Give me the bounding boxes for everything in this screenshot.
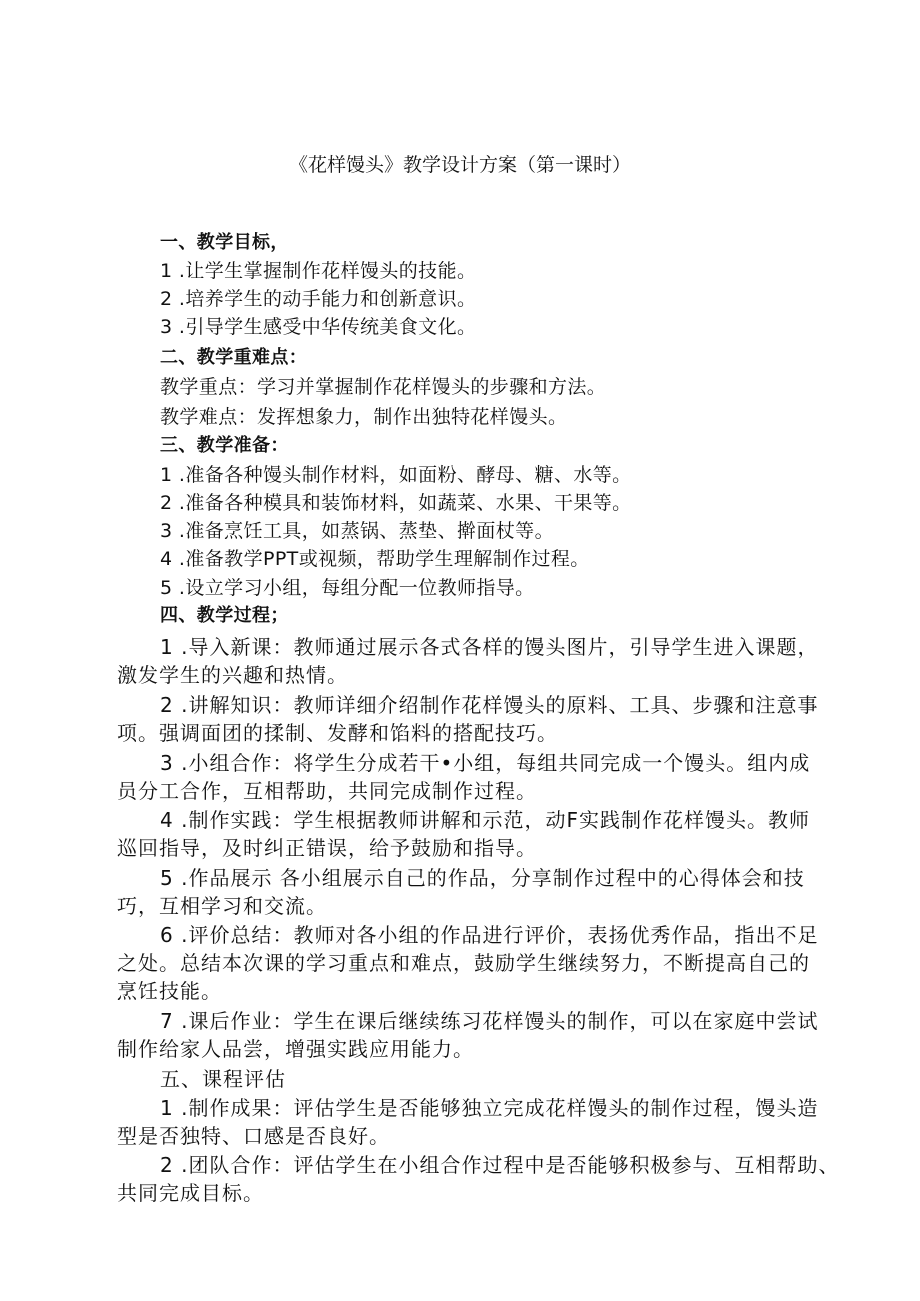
- section-heading-evaluation: 五、课程评估: [160, 1067, 286, 1091]
- process-paragraph-line: 2 .讲解知识：教师详细介绍制作花样馒头的原料、工具、步骤和注意事: [160, 693, 819, 717]
- process-paragraph-line: 4 .制作实践：学生根据教师讲解和示范，动F实践制作花样馒头。教师: [160, 808, 810, 832]
- evaluation-paragraph-line: 2 .团队合作：评估学生在小组合作过程中是否能够积极参与、互相帮助、: [160, 1153, 840, 1177]
- evaluation-paragraph-line: 型是否独特、口感是否良好。: [117, 1124, 390, 1148]
- section-heading-goals: 一、教学目标，: [160, 232, 289, 253]
- keypoint-item: 教学难点：发挥想象力，制作出独特花样馒头。: [160, 406, 568, 428]
- goal-item: 3 .引导学生感受中华传统美食文化。: [160, 316, 477, 338]
- process-paragraph-line: 烹饪技能。: [117, 979, 222, 1003]
- process-paragraph-line: 之处。总结本次课的学习重点和难点，鼓励学生继续努力，不断提高自己的: [117, 951, 810, 975]
- process-paragraph-line: 5 .作品展示 各小组展示自己的作品，分享制作过程中的心得体会和技: [160, 866, 805, 890]
- document-title: 《花样馒头》教学设计方案（第一课时）: [288, 154, 631, 176]
- process-paragraph-line: 1 .导入新课：教师通过展示各式各样的馒头图片，引导学生进入课题，: [160, 635, 819, 659]
- evaluation-paragraph-line: 1 .制作成果：评估学生是否能够独立完成花样馒头的制作过程，馒头造: [160, 1096, 819, 1120]
- preparation-item: 3 .准备烹饪工具，如蒸锅、蒸垫、擀面杖等。: [160, 520, 554, 542]
- goal-item: 1 .让学生掌握制作花样馒头的技能。: [160, 260, 477, 282]
- preparation-item: 1 .准备各种馒头制作材料，如面粉、酵母、糖、水等。: [160, 464, 632, 486]
- process-paragraph-line: 巡回指导，及时纠正错误，给予鼓励和指导。: [117, 836, 537, 860]
- process-paragraph-line: 巧，互相学习和交流。: [117, 894, 327, 918]
- process-paragraph-line: 3 .小组合作：将学生分成若干•小组，每组共同完成一个馒头。组内成: [160, 751, 811, 775]
- process-paragraph-line: 7 .课后作业：学生在课后继续练习花样馒头的制作，可以在家庭中尝试: [160, 1009, 819, 1033]
- process-paragraph-line: 激发学生的兴趣和热情。: [117, 663, 348, 687]
- process-paragraph-line: 员分工合作，互相帮助，共同完成制作过程。: [117, 779, 537, 803]
- goal-item: 2 .培养学生的动手能力和创新意识。: [160, 288, 477, 310]
- section-heading-preparation: 三、教学准备：: [160, 435, 289, 456]
- section-heading-process: 四、教学过程；: [160, 605, 289, 626]
- preparation-item: 4 .准备教学PPT或视频，帮助学生理解制作过程。: [160, 548, 590, 570]
- preparation-item: 2 .准备各种模具和装饰材料，如蔬菜、水果、干果等。: [160, 492, 632, 514]
- evaluation-paragraph-line: 共同完成目标。: [117, 1181, 264, 1205]
- process-paragraph-line: 6 .评价总结：教师对各小组的作品进行评价，表扬优秀作品，指出不足: [160, 923, 819, 947]
- preparation-item: 5 .设立学习小组，每组分配一位教师指导。: [160, 577, 535, 599]
- keypoint-item: 教学重点：学习并掌握制作花样馒头的步骤和方法。: [160, 376, 607, 398]
- process-paragraph-line: 制作给家人品尝，增强实践应用能力。: [117, 1037, 474, 1061]
- section-heading-keypoints: 二、教学重难点：: [160, 347, 308, 368]
- process-paragraph-line: 项。强调面团的揉制、发酵和馅料的搭配技巧。: [117, 721, 558, 745]
